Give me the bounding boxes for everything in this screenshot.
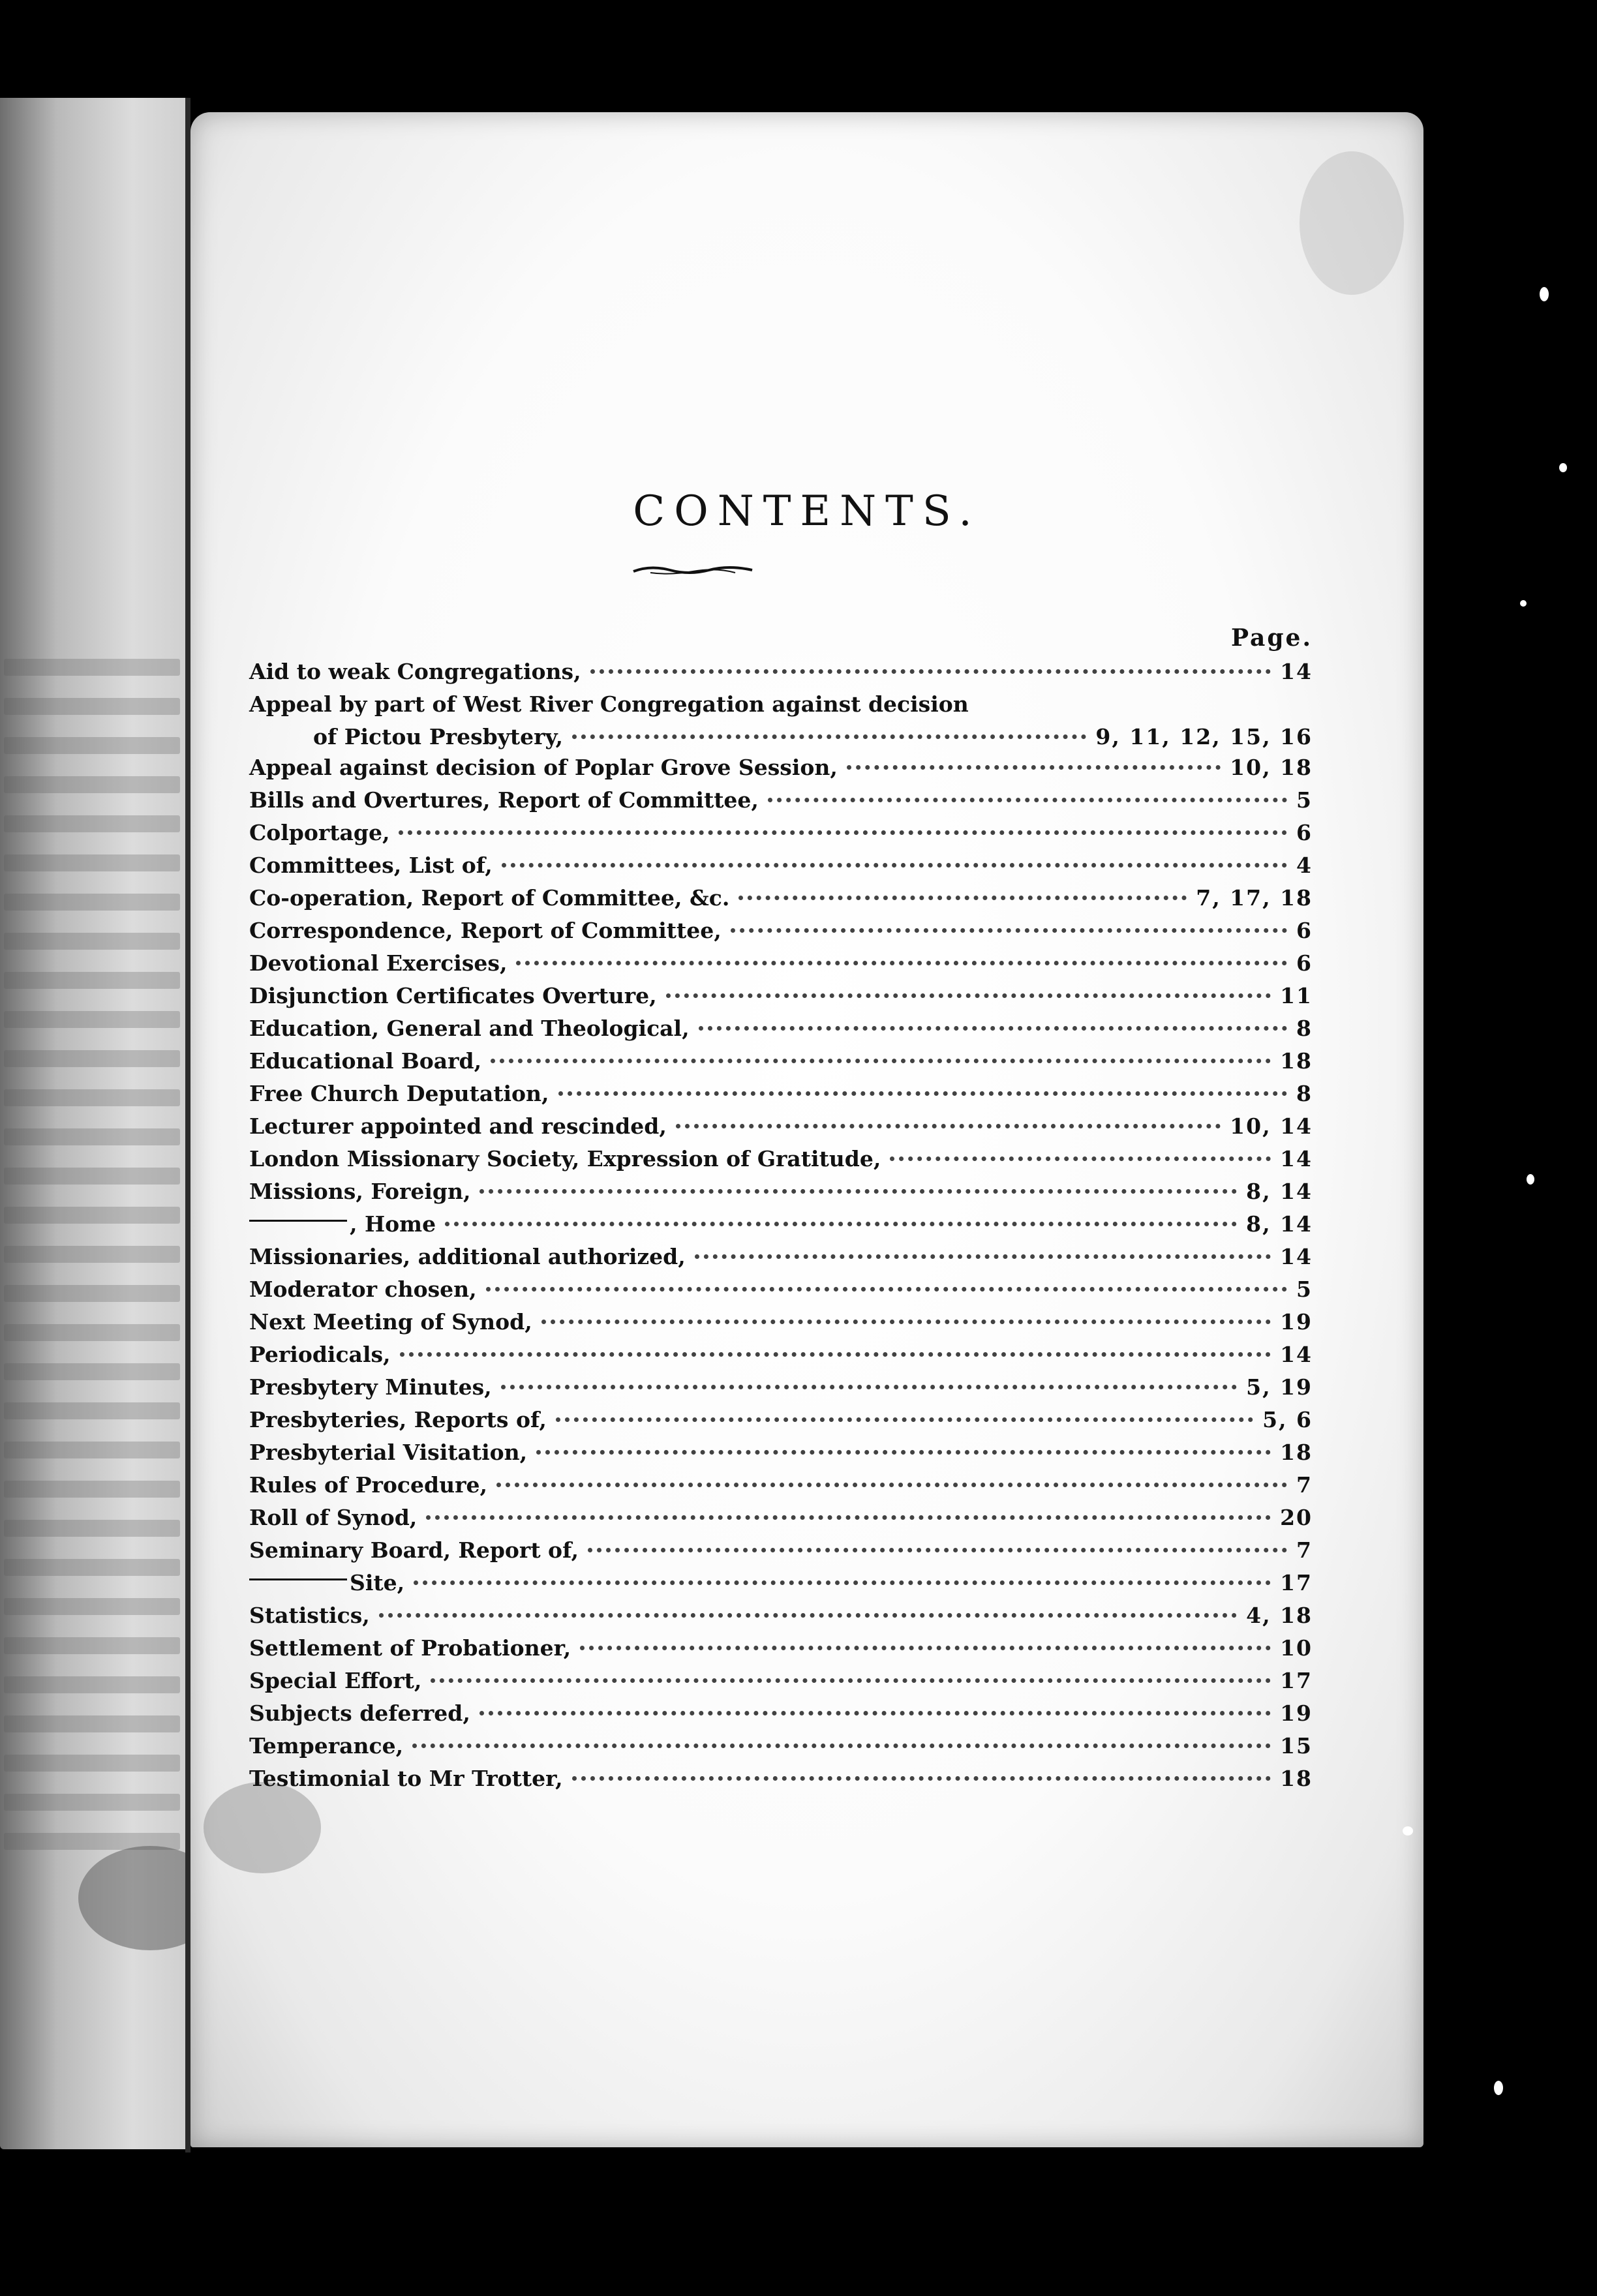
toc-entry-pages: 8 <box>1296 1016 1313 1041</box>
toc-entry-pages: 20 <box>1280 1505 1313 1530</box>
toc-entry-pages: 5, 6 <box>1262 1407 1313 1432</box>
toc-entry-label: Appeal by part of West River Congregation against decision <box>249 691 969 717</box>
toc-entry <box>249 1537 1313 1570</box>
toc-entry <box>249 1766 1313 1798</box>
toc-entry-pages: 10 <box>1280 1635 1313 1661</box>
dot-leader <box>486 1287 1287 1292</box>
dot-leader <box>572 1776 1271 1781</box>
toc-entry-label: Temperance, <box>249 1733 404 1759</box>
toc-entry <box>249 755 1313 787</box>
toc-entry-pages: 10, 14 <box>1230 1113 1313 1139</box>
toc-entry <box>249 1374 1313 1407</box>
title-ornament <box>631 562 755 578</box>
toc-entry <box>249 1342 1313 1374</box>
dot-leader <box>572 734 1086 739</box>
toc-entry-label: Special Effort, <box>249 1668 422 1693</box>
dot-leader <box>516 961 1287 965</box>
dot-leader <box>676 1124 1221 1128</box>
toc-entry-pages: 6 <box>1296 918 1313 943</box>
toc-entry-label: Correspondence, Report of Committee, <box>249 918 722 943</box>
binding-gutter <box>185 98 190 2152</box>
toc-entry-label: Committees, List of, <box>249 853 493 878</box>
toc-entry-label: of Pictou Presbytery, <box>313 724 564 749</box>
toc-entry <box>249 1113 1313 1146</box>
toc-entry-label: Aid to weak Congregations, <box>249 659 581 684</box>
toc-entry <box>249 787 1313 820</box>
toc-entry-pages: 18 <box>1280 1048 1313 1074</box>
dot-leader <box>412 1744 1271 1748</box>
toc-entry <box>249 853 1313 885</box>
toc-entry-label: Presbyterial Visitation, <box>249 1440 528 1465</box>
dot-leader <box>501 1385 1237 1389</box>
toc-entry <box>249 1603 1313 1635</box>
dot-leader <box>580 1646 1271 1650</box>
toc-entry-pages: 8, 14 <box>1246 1211 1313 1237</box>
toc-entry-pages: 5 <box>1296 787 1313 813</box>
contents-page <box>190 112 1423 2147</box>
toc-entry <box>249 1733 1313 1766</box>
dot-leader <box>491 1059 1271 1063</box>
toc-entry <box>249 1472 1313 1505</box>
toc-entry-pages: 15 <box>1280 1733 1313 1759</box>
scan-speck <box>1520 600 1527 607</box>
dot-leader <box>588 1548 1287 1552</box>
toc-entry-label: Site, <box>350 1570 405 1595</box>
dot-leader <box>699 1026 1287 1031</box>
toc-entry-pages: 7 <box>1296 1537 1313 1563</box>
toc-entry-pages: 5, 19 <box>1246 1374 1313 1400</box>
dot-leader <box>666 993 1271 998</box>
dot-leader <box>847 765 1221 770</box>
toc-entry-pages: 14 <box>1280 659 1313 684</box>
toc-entry <box>249 659 1313 691</box>
toc-entry <box>249 1146 1313 1179</box>
toc-entry-pages: 5 <box>1296 1276 1313 1302</box>
toc-entry <box>249 1276 1313 1309</box>
toc-entry-label: Roll of Synod, <box>249 1505 418 1530</box>
dot-leader <box>426 1515 1271 1520</box>
toc-entry <box>249 1309 1313 1342</box>
toc-entry-label: Rules of Procedure, <box>249 1472 487 1498</box>
scan-speck <box>1540 287 1549 301</box>
dot-leader <box>558 1091 1288 1096</box>
dot-leader <box>731 928 1287 933</box>
toc-entry-pages: 7, 17, 18 <box>1196 885 1313 911</box>
dot-leader <box>590 669 1271 674</box>
toc-entry <box>249 885 1313 918</box>
toc-entry <box>249 1570 1313 1603</box>
dot-leader <box>541 1320 1271 1324</box>
dot-leader <box>496 1483 1287 1487</box>
dot-leader <box>479 1711 1271 1715</box>
page-column-header: Page. <box>1230 624 1313 652</box>
toc-entry <box>249 1016 1313 1048</box>
toc-entry <box>249 724 1313 755</box>
toc-entry-label: Educational Board, <box>249 1048 482 1074</box>
toc-entry <box>249 1179 1313 1211</box>
toc-entry-label-group <box>249 1211 436 1237</box>
toc-entry-pages: 18 <box>1280 1766 1313 1791</box>
toc-entry-label: London Missionary Society, Expression of Gratitude, <box>249 1146 881 1171</box>
dot-leader <box>502 863 1287 868</box>
toc-entry-label: Missions, Foreign, <box>249 1179 471 1204</box>
scan-speck <box>1559 463 1567 472</box>
contents-list <box>249 659 1313 1798</box>
toc-entry <box>249 1211 1313 1244</box>
toc-entry-pages: 4, 18 <box>1246 1603 1313 1628</box>
toc-entry <box>249 691 1313 724</box>
scan-speck <box>1403 1826 1413 1835</box>
toc-entry-pages: 19 <box>1280 1700 1313 1726</box>
scan-speck <box>1527 1174 1534 1185</box>
dot-leader <box>400 1352 1271 1357</box>
dot-leader <box>399 830 1287 835</box>
toc-entry-pages: 4 <box>1296 853 1313 878</box>
dot-leader <box>536 1450 1271 1455</box>
toc-entry-pages: 18 <box>1280 1440 1313 1465</box>
toc-entry-pages: 14 <box>1280 1342 1313 1367</box>
dot-leader <box>695 1254 1271 1259</box>
toc-entry-pages: 17 <box>1280 1668 1313 1693</box>
toc-entry-label: Free Church Deputation, <box>249 1081 549 1106</box>
toc-entry-label: Lecturer appointed and rescinded, <box>249 1113 667 1139</box>
toc-entry-label: Settlement of Probationer, <box>249 1635 571 1661</box>
toc-entry-label: Education, General and Theological, <box>249 1016 690 1041</box>
toc-entry <box>249 1244 1313 1276</box>
toc-entry-label: Bills and Overtures, Report of Committee, <box>249 787 759 813</box>
toc-entry-label: Seminary Board, Report of, <box>249 1537 579 1563</box>
toc-entry-pages: 17 <box>1280 1570 1313 1595</box>
facing-page-edge <box>0 98 189 2149</box>
toc-entry <box>249 820 1313 853</box>
dot-leader <box>768 798 1287 802</box>
dot-leader <box>890 1156 1271 1161</box>
toc-entry <box>249 1048 1313 1081</box>
dot-leader <box>431 1678 1271 1683</box>
dot-leader <box>479 1189 1237 1194</box>
toc-entry-pages: 19 <box>1280 1309 1313 1335</box>
scan-speck <box>1494 2081 1503 2095</box>
toc-entry-label: Next Meeting of Synod, <box>249 1309 532 1335</box>
toc-entry-label-group <box>249 1570 404 1595</box>
toc-entry-label: Colportage, <box>249 820 390 845</box>
dot-leader <box>414 1580 1271 1585</box>
toc-entry <box>249 950 1313 983</box>
toc-entry-label: Periodicals, <box>249 1342 391 1367</box>
toc-entry-pages: 11 <box>1280 983 1313 1008</box>
toc-entry-label: , Home <box>350 1211 436 1237</box>
toc-entry-pages: 14 <box>1280 1146 1313 1171</box>
toc-entry-pages: 8, 14 <box>1246 1179 1313 1204</box>
toc-entry-label: Presbytery Minutes, <box>249 1374 492 1400</box>
toc-entry-pages: 10, 18 <box>1230 755 1313 780</box>
toc-entry-label: Testimonial to Mr Trotter, <box>249 1766 563 1791</box>
toc-entry-pages: 6 <box>1296 950 1313 976</box>
toc-entry <box>249 1635 1313 1668</box>
toc-entry <box>249 918 1313 950</box>
dot-leader <box>445 1222 1237 1226</box>
toc-entry <box>249 1505 1313 1537</box>
toc-entry-label: Co-operation, Report of Committee, &c. <box>249 885 730 911</box>
toc-entry-label: Disjunction Certificates Overture, <box>249 983 657 1008</box>
toc-entry <box>249 1440 1313 1472</box>
toc-entry <box>249 1407 1313 1440</box>
page-title: CONTENTS. <box>633 487 981 536</box>
dot-leader <box>738 896 1187 900</box>
toc-entry-label: Subjects deferred, <box>249 1700 470 1726</box>
toc-entry <box>249 1668 1313 1700</box>
toc-entry-pages: 9, 11, 12, 15, 16 <box>1095 724 1313 749</box>
toc-entry-label: Appeal against decision of Poplar Grove Session, <box>249 755 838 780</box>
toc-entry-label: Presbyteries, Reports of, <box>249 1407 547 1432</box>
toc-entry-label: Devotional Exercises, <box>249 950 508 976</box>
toc-entry-pages: 7 <box>1296 1472 1313 1498</box>
dot-leader <box>379 1613 1237 1618</box>
toc-entry-label: Moderator chosen, <box>249 1276 477 1302</box>
toc-entry-pages: 14 <box>1280 1244 1313 1269</box>
toc-entry-label: Missionaries, additional authorized, <box>249 1244 686 1269</box>
toc-entry-pages: 8 <box>1296 1081 1313 1106</box>
toc-entry-pages: 6 <box>1296 820 1313 845</box>
ditto-dash <box>249 1220 347 1222</box>
dot-leader <box>556 1417 1253 1422</box>
toc-entry <box>249 1081 1313 1113</box>
ditto-dash <box>249 1578 347 1580</box>
toc-entry-label: Statistics, <box>249 1603 370 1628</box>
toc-entry <box>249 983 1313 1016</box>
toc-entry <box>249 1700 1313 1733</box>
